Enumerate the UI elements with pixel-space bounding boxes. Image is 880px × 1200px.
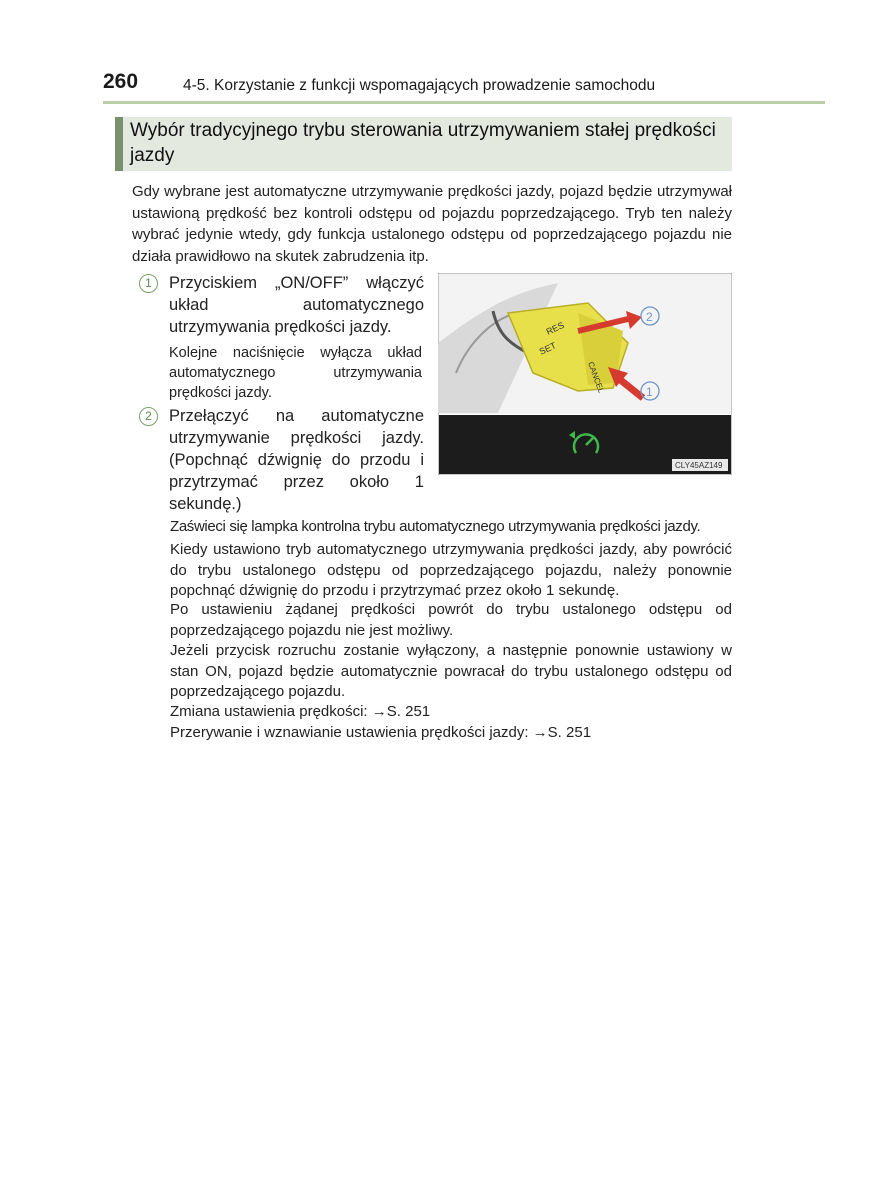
step-number-1: 1 — [139, 274, 158, 293]
lever-label-set: SET — [537, 340, 558, 357]
chapter-title: 4-5. Korzystanie z funkcji wspomagających prowadzenie samochodu — [183, 77, 656, 94]
callout-2: 2 — [646, 310, 653, 324]
lever-label-cancel: CANCEL — [586, 360, 606, 395]
step-2-text: Przełączyć na automatyczne utrzymywanie prędkości jazdy. (Popchnąć dźwignię do przodu i przytrzymać przez około 1 sekundę.) — [169, 407, 424, 513]
paragraph-speed-change-ref: Zmiana ustawienia prędkości: →S. 251 — [170, 703, 431, 720]
lever-label-res: RES — [544, 319, 566, 337]
paragraph-no-return: Po ustawieniu żądanej prędkości powrót do trybu ustalonego odstępu od poprzedzającego pojazdu nie jest możliwy. — [170, 601, 732, 639]
figure-code: CLY45AZ149 — [675, 461, 723, 470]
page-number: 260 — [103, 70, 139, 93]
step-number-2: 2 — [139, 407, 158, 426]
callout-1: 1 — [646, 385, 653, 399]
step-1-text: Przyciskiem „ON/OFF” włączyć układ automatycznego utrzymywania prędkości jazdy. — [169, 274, 424, 336]
step-2 — [139, 405, 424, 515]
paragraph-cancel-resume-ref: Przerywanie i wznawianie ustawienia prędkości jazdy: →S. 251 — [170, 724, 592, 741]
paragraph-restart: Jeżeli przycisk rozruchu zostanie wyłączony, a następnie ponownie ustawiony w stan ON, pojazd będzie automatycznie powracał do trybu ustalonego odstępu od poprzedzającego pojazdu. — [170, 642, 732, 700]
header-divider — [103, 101, 825, 104]
section-title: Wybór tradycyjnego trybu sterowania utrzymywaniem stałej prędkości jazdy — [130, 120, 716, 166]
paragraph-return-mode: Kiedy ustawiono tryb automatycznego utrzymywania prędkości jazdy, aby powrócić do trybu ustalonego odstępu od poprzedzającego pojazdu, należy ponownie popchnąć dźwignię do przodu i przytrzymać przez około 1 sekundę. — [170, 541, 732, 599]
intro-paragraph: Gdy wybrane jest automatyczne utrzymywanie prędkości jazdy, pojazd będzie utrzymywał ustawioną prędkość bez kontroli odstępu od pojazdu poprzedzającego. Tryb ten należy wybrać jedynie wtedy, gdy funkcja ustalonego odstępu od poprzedzającego pojazdu nie działa prawidłowo na skutek zabrudzenia itp. — [132, 183, 732, 265]
cruise-control-lever-illustration — [438, 273, 732, 475]
section-heading-accent — [115, 117, 123, 171]
step-1-note: Kolejne naciśnięcie wyłącza układ automatycznego utrzymywania prędkości jazdy. — [169, 345, 422, 401]
lever-figure — [438, 273, 732, 475]
paragraph-indicator: Zaświeci się lampka kontrolna trybu automatycznego utrzymywania prędkości jazdy. — [170, 518, 701, 535]
step-1 — [139, 272, 424, 338]
